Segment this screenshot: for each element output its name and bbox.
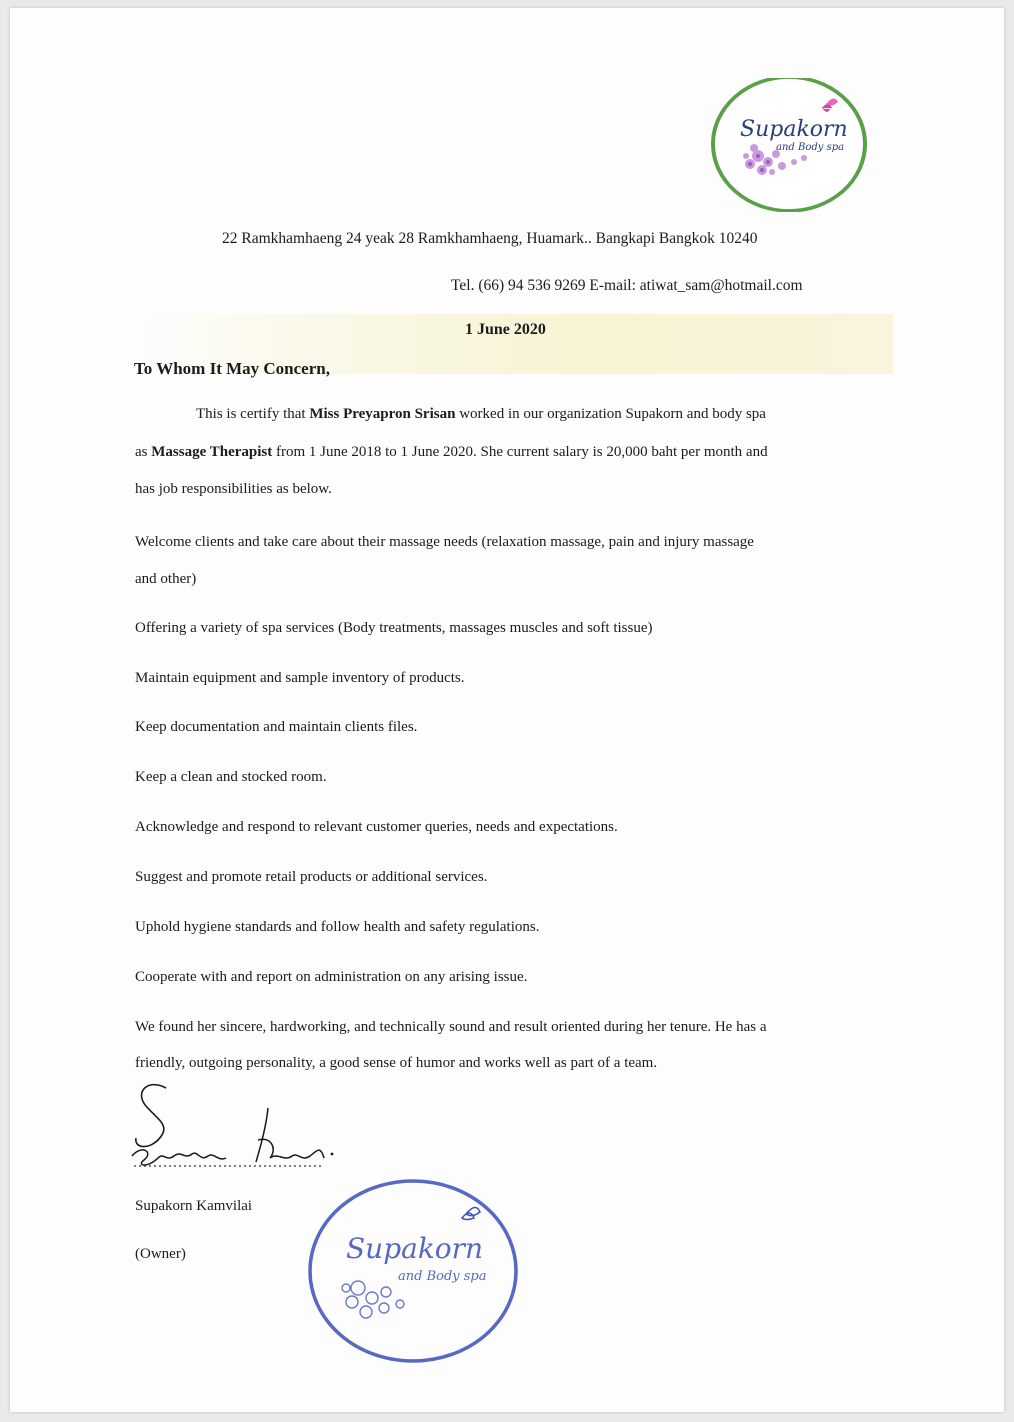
responsibility-item: Offering a variety of spa services (Body treatments, massages muscles and soft tissue) xyxy=(135,620,653,636)
closing-line-2: friendly, outgoing personality, a good sense of humor and works well as part of a team. xyxy=(135,1055,658,1071)
stamp-icon xyxy=(306,1176,520,1366)
responsibility-item: and other) xyxy=(135,571,197,587)
logo-text: Supakorn xyxy=(740,117,848,142)
signer-title: (Owner) xyxy=(135,1246,186,1262)
letter-date: 1 June 2020 xyxy=(465,321,546,338)
intro-line-1: This is certify that Miss Preyapron Srisan worked in our organization Supakorn and body spa xyxy=(196,406,766,422)
job-position: Massage Therapist xyxy=(151,444,273,460)
letter-page xyxy=(10,8,1004,1412)
stamp-subtext: and Body spa xyxy=(398,1269,487,1284)
responsibility-item: Suggest and promote retail products or additional services. xyxy=(135,869,488,885)
company-logo xyxy=(710,78,868,212)
employee-name: Miss Preyapron Srisan xyxy=(309,406,456,422)
responsibility-item: Acknowledge and respond to relevant customer queries, needs and expectations. xyxy=(135,819,618,835)
signer-name: Supakorn Kamvilai xyxy=(135,1198,253,1214)
logo-emblem-icon xyxy=(710,78,868,212)
company-address: 22 Ramkhamhaeng 24 yeak 28 Ramkhamhaeng, Huamark.. Bangkapi Bangkok 10240 xyxy=(222,230,758,247)
responsibility-item: Keep documentation and maintain clients files. xyxy=(135,719,418,735)
company-stamp xyxy=(306,1176,520,1366)
signature-icon xyxy=(128,1078,358,1188)
salutation: To Whom It May Concern, xyxy=(134,359,330,378)
responsibility-item: Cooperate with and report on administration on any arising issue. xyxy=(135,969,528,985)
closing-line-1: We found her sincere, hardworking, and technically sound and result oriented during her tenure. He has a xyxy=(135,1019,767,1035)
responsibility-item: Maintain equipment and sample inventory of products. xyxy=(135,670,465,686)
responsibility-item: Uphold hygiene standards and follow health and safety regulations. xyxy=(135,919,540,935)
company-contact: Tel. (66) 94 536 9269 E-mail: atiwat_sam@hotmail.com xyxy=(451,277,803,294)
intro-line-3: has job responsibilities as below. xyxy=(135,481,332,497)
logo-subtext: and Body spa xyxy=(776,142,845,153)
responsibility-item: Welcome clients and take care about their massage needs (relaxation massage, pain and injury massage xyxy=(135,534,754,550)
intro-line-2: as Massage Therapist from 1 June 2018 to 1 June 2020. She current salary is 20,000 baht per month and xyxy=(135,444,768,460)
responsibility-item: Keep a clean and stocked room. xyxy=(135,769,327,785)
handwritten-signature xyxy=(128,1078,358,1188)
stamp-text: Supakorn xyxy=(346,1232,484,1265)
